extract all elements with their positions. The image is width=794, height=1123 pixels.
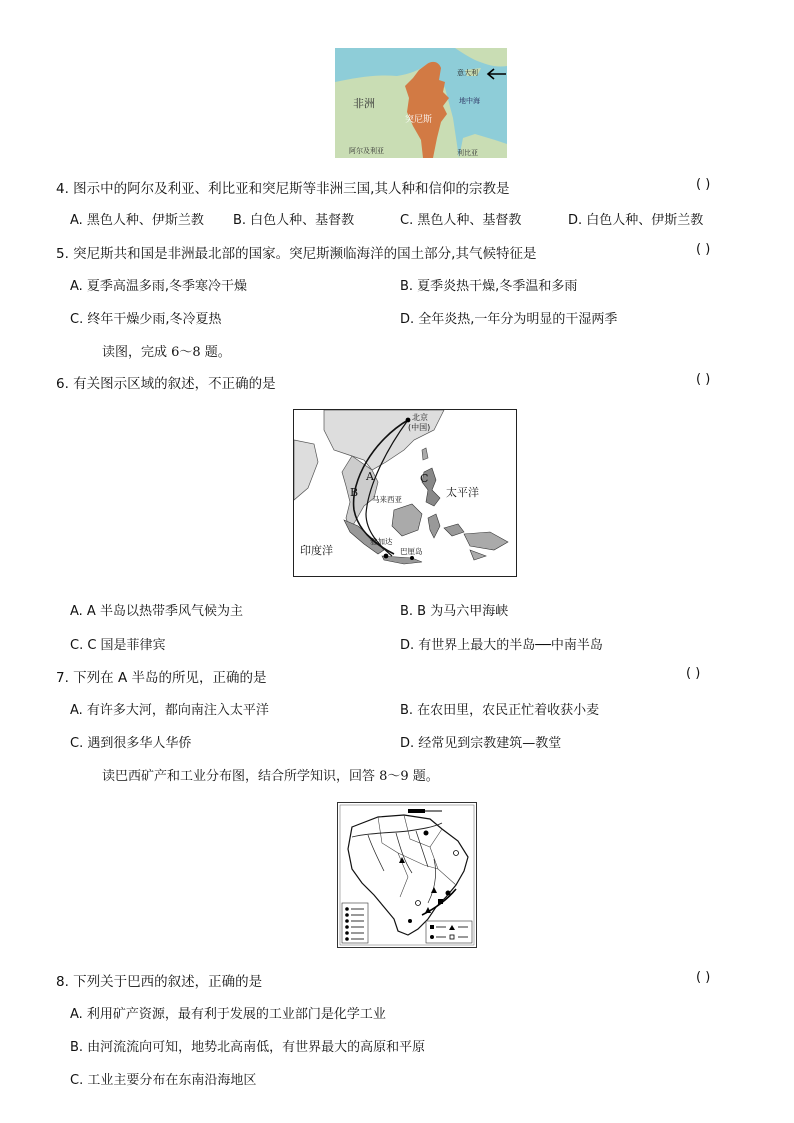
question-7: 7. 下列在 A 半岛的所见，正确的是 [56, 670, 267, 686]
instruction-6-8: 读图，完成 6～8 题。 [102, 345, 231, 360]
map-label-italy: 意大利 [457, 69, 478, 77]
map-label-pacific: 太平洋 [446, 486, 479, 499]
brazil-map [337, 802, 477, 948]
q6-option-b: B. B 为马六甲海峡 [400, 604, 509, 619]
map-label-b: B [350, 486, 359, 499]
answer-paren-8: ( ) [696, 970, 711, 985]
answer-paren-5: ( ) [696, 242, 711, 257]
q8-option-c: C. 工业主要分布在东南沿海地区 [70, 1073, 257, 1088]
q6-option-c: C. C 国是菲律宾 [70, 638, 166, 653]
q7-option-a: A. 有许多大河，都向南注入太平洋 [70, 703, 269, 718]
question-5: 5. 突尼斯共和国是非洲最北部的国家。突尼斯濒临海洋的国土部分,其气候特征是 [56, 246, 537, 262]
map-label-beijing: 北京 [412, 413, 428, 422]
q8-option-b: B. 由河流流向可知，地势北高南低，有世界最大的高原和平原 [70, 1040, 426, 1055]
answer-paren-6: ( ) [696, 372, 711, 387]
map-label-a: A [366, 470, 374, 483]
q4-option-a: A. 黑色人种、伊斯兰教 [70, 213, 204, 228]
question-8: 8. 下列关于巴西的叙述，正确的是 [56, 974, 263, 990]
q4-option-c: C. 黑色人种、基督教 [400, 213, 522, 228]
tunisia-map [335, 48, 507, 158]
southeast-asia-map [293, 409, 517, 577]
arrow-left-icon [485, 68, 507, 80]
q5-option-a: A. 夏季高温多雨,冬季寒冷干燥 [70, 279, 248, 294]
map-label-libya: 利比亚 [457, 149, 478, 157]
map-label-c: C [420, 472, 429, 485]
q4-option-b: B. 白色人种、基督教 [233, 213, 355, 228]
map-label-jakarta: 雅加达 [370, 537, 393, 546]
q6-option-a: A. A 半岛以热带季风气候为主 [70, 604, 243, 619]
q7-option-d: D. 经常见到宗教建筑—教堂 [400, 736, 562, 751]
map-label-indian: 印度洋 [300, 544, 333, 557]
question-6: 6. 有关图示区域的叙述，不正确的是 [56, 376, 276, 392]
q5-option-b: B. 夏季炎热干燥,冬季温和多雨 [400, 279, 578, 294]
q4-option-d: D. 白色人种、伊斯兰教 [568, 213, 704, 228]
map-label-algeria: 阿尔及利亚 [349, 147, 384, 155]
instruction-8-9: 读巴西矿产和工业分布图，结合所学知识，回答 8～9 题。 [102, 769, 439, 784]
map-label-sea: 地中海 [459, 97, 480, 105]
q7-option-b: B. 在农田里，农民正忙着收获小麦 [400, 703, 600, 718]
answer-paren-7: ( ) [686, 666, 701, 681]
answer-paren-4: ( ) [696, 177, 711, 192]
map-label-malaysia: 马来西亚 [372, 495, 402, 504]
q8-option-a: A. 利用矿产资源，最有利于发展的工业部门是化学工业 [70, 1007, 386, 1022]
brazil-map-graphic [338, 803, 476, 947]
q5-option-d: D. 全年炎热,一年分为明显的干湿两季 [400, 312, 618, 327]
map-label-bali: 巴厘岛 [400, 547, 423, 556]
q6-option-d: D. 有世界上最大的半岛──中南半岛 [400, 638, 603, 653]
map-label-tunisia: 突尼斯 [405, 115, 433, 125]
question-4: 4. 图示中的阿尔及利亚、利比亚和突尼斯等非洲三国,其人种和信仰的宗教是 [56, 181, 510, 197]
map-label-china: (中国) [408, 423, 431, 432]
q5-option-c: C. 终年干燥少雨,冬冷夏热 [70, 312, 222, 327]
map-label-africa: 非洲 [353, 97, 375, 110]
q7-option-c: C. 遇到很多华人华侨 [70, 736, 192, 751]
